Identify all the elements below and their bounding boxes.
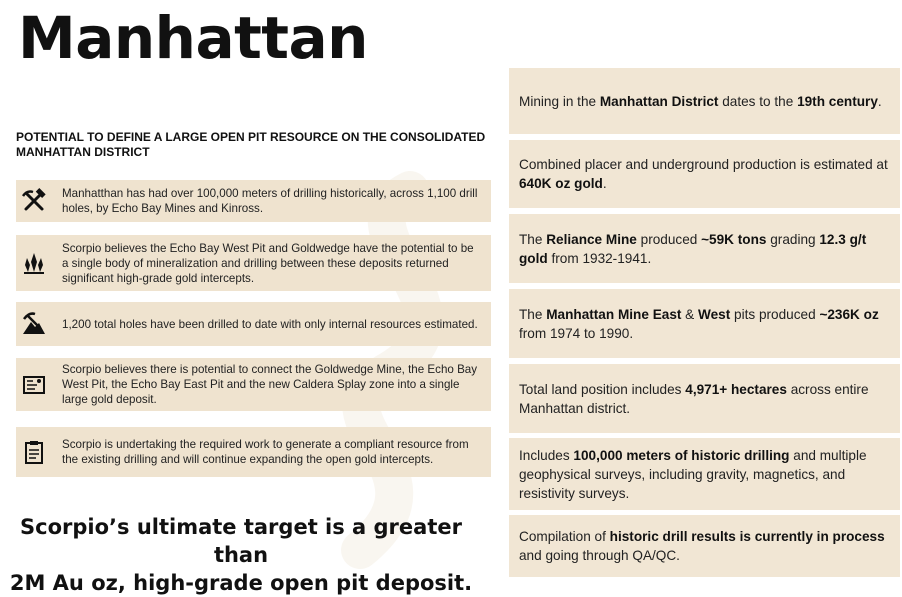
fact-highlight: West xyxy=(698,306,731,322)
fact-segment: . xyxy=(877,93,882,109)
fact-segment: & xyxy=(681,306,699,322)
fact-highlight: historic drill results is currently in process xyxy=(609,529,885,544)
fact-segment: Compilation of xyxy=(519,529,610,544)
fact-card xyxy=(509,214,900,283)
gold-crystal-icon xyxy=(16,250,52,276)
fact-segment: The xyxy=(519,306,547,322)
left-item-text: Manhatthan has had over 100,000 meters of drilling historically, across 1,100 drill holes, by Echo Bay Mines and Kinross. xyxy=(62,187,478,215)
page-title: Manhattan xyxy=(18,4,368,72)
left-item-connect xyxy=(16,358,491,411)
left-item-text: Scorpio believes there is potential to connect the Goldwedge Mine, the Echo Bay West Pit, the Echo Bay East Pit and the new Caldera Splay zone into a single large gold deposit. xyxy=(62,363,478,406)
fact-segment: grading xyxy=(766,231,820,247)
fact-text xyxy=(509,527,900,565)
fact-text xyxy=(509,230,900,268)
left-item-text: 1,200 total holes have been drilled to date with only internal resources estimated. xyxy=(62,317,478,331)
fact-text xyxy=(509,155,900,193)
left-item-text: Scorpio believes the Echo Bay West Pit and Goldwedge have the potential to be a single body of mineralization and drilling between these deposits returned significant high-grade gold intercepts. xyxy=(62,241,474,285)
fact-segment: and multiple geophysical surveys, including gravity, magnetics, and resistivity surveys. xyxy=(519,447,867,501)
fact-text xyxy=(509,305,900,343)
fact-segment: from 1932-1941. xyxy=(547,250,652,266)
fact-highlight: ~236K oz xyxy=(819,306,879,322)
fact-segment: across entire Manhattan district. xyxy=(519,381,869,416)
fact-card xyxy=(509,515,900,577)
fact-segment: produced xyxy=(636,231,702,247)
left-item-drilling xyxy=(16,180,491,222)
mountain-pickaxe-icon xyxy=(16,311,52,337)
section-subtitle: POTENTIAL TO DEFINE A LARGE OPEN PIT RESOURCE ON THE CONSOLIDATED MANHATTAN DISTRICT xyxy=(16,130,486,159)
fact-highlight: 100,000 meters of historic drilling xyxy=(573,447,790,463)
fact-card xyxy=(509,140,900,208)
fact-card xyxy=(509,438,900,510)
fact-segment: from 1974 to 1990. xyxy=(519,325,634,341)
fact-segment: Includes xyxy=(519,447,574,463)
left-item-text: Scorpio is undertaking the required work to generate a compliant resource from the existing drilling and will continue expanding the open gold intercepts. xyxy=(62,438,469,466)
left-item-mineralization xyxy=(16,235,491,291)
fact-card xyxy=(509,68,900,134)
fact-text xyxy=(509,446,900,503)
fact-text xyxy=(509,380,900,418)
fact-segment: . xyxy=(602,176,607,191)
fact-card xyxy=(509,364,900,433)
fact-segment: pits produced xyxy=(730,306,820,322)
target-line-1: Scorpio’s ultimate target is a greater than xyxy=(20,515,462,567)
pickaxe-hammer-icon xyxy=(16,188,52,214)
left-item-holes xyxy=(16,302,491,346)
fact-segment: Mining in the xyxy=(519,93,600,109)
fact-highlight: Manhattan District xyxy=(599,93,719,109)
fact-segment: and going through QA/QC. xyxy=(519,548,680,563)
fact-segment: Total land position includes xyxy=(519,381,686,397)
target-statement xyxy=(6,513,476,597)
fact-text xyxy=(509,92,892,111)
target-line-2: 2M Au oz, high-grade open pit deposit. xyxy=(9,571,473,595)
fact-highlight: 12.3 g/t gold xyxy=(519,231,867,266)
fact-highlight: Manhattan Mine East xyxy=(546,306,682,322)
fact-card xyxy=(509,289,900,358)
clipboard-icon xyxy=(16,439,52,465)
map-icon xyxy=(16,372,52,398)
fact-segment: The xyxy=(519,231,547,247)
fact-highlight: 19th century xyxy=(797,93,878,109)
fact-segment: Combined placer and underground production is estimated at xyxy=(519,157,888,172)
fact-highlight: 4,971+ hectares xyxy=(685,381,787,397)
fact-highlight: 640K oz gold xyxy=(519,176,603,191)
fact-highlight: Reliance Mine xyxy=(546,231,637,247)
left-item-resource xyxy=(16,427,491,477)
fact-highlight: ~59K tons xyxy=(701,231,767,247)
fact-segment: dates to the xyxy=(718,93,798,109)
